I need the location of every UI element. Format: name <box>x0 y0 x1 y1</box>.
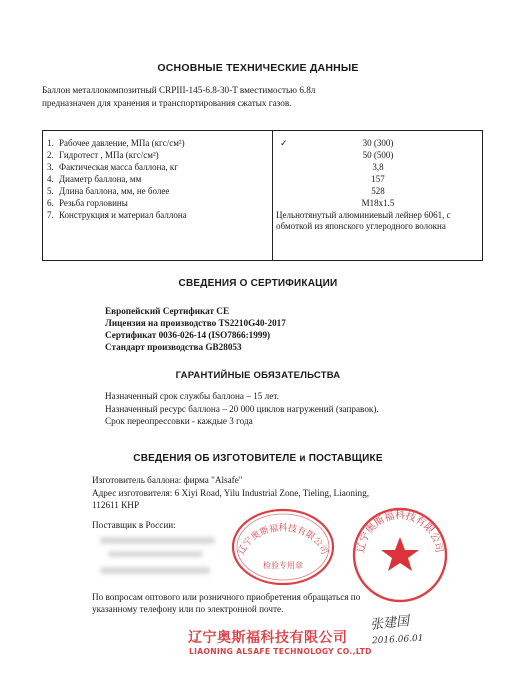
cert-line-2: Лицензия на производство TS2210G40-2017 <box>105 318 286 328</box>
warranty-line-1: Назначенный срок службы баллона – 15 лет. <box>105 391 279 401</box>
address-line-2: 112611 КНР <box>92 500 140 510</box>
company-seal-name: 辽宁奥斯福科技有限公司 <box>355 510 445 554</box>
spec-row-3 <box>47 162 178 173</box>
spec-label: Конструкция и материал баллона <box>59 210 187 220</box>
spec-value-4: 157 <box>371 174 385 184</box>
certification-title: СВЕДЕНИЯ О СЕРТИФИКАЦИИ <box>178 278 338 289</box>
intro-line-1: Баллон металлокомпозитный CRPIII-145-6.8-30-T вместимостью 6.8л <box>42 85 316 95</box>
inspection-stamp <box>228 506 338 588</box>
supplier-label: Поставщик в России: <box>92 520 176 530</box>
company-stamp-en: LIAONING ALSAFE TECHNOLOGY CO.,LTD <box>189 647 372 656</box>
cert-line-4: Стандарт производства GB28053 <box>105 342 242 352</box>
company-seal <box>350 505 450 605</box>
check-mark-icon: ✓ <box>280 138 288 148</box>
spec-num: 5. <box>47 186 54 196</box>
spec-num: 1. <box>47 138 54 148</box>
spec-num: 7. <box>47 210 54 220</box>
redacted-supplier-line-3 <box>100 567 210 574</box>
cert-line-1: Европейский Сертификат CE <box>105 306 230 316</box>
footer-line-1: По вопросам оптового или розничного приобретения обращаться по <box>92 592 361 602</box>
spec-row-7 <box>47 210 187 221</box>
warranty-line-2: Назначенный ресурс баллона – 20 000 циклов нагружений (заправок). <box>105 404 379 414</box>
intro-line-2: предназначен для хранения и транспортирования сжатых газов. <box>42 98 292 108</box>
spec-value-6: M18x1.5 <box>361 198 395 208</box>
spec-value-2: 50 (500) <box>362 150 394 160</box>
inspection-stamp-label: 检验专用章 <box>263 561 303 570</box>
footer-line-2: указанному телефону или по электронной почте. <box>92 604 284 614</box>
spec-label: Диаметр баллона, мм <box>59 174 142 184</box>
spec-num: 6. <box>47 198 54 208</box>
page-title: ОСНОВНЫЕ ТЕХНИЧЕСКИЕ ДАННЫЕ <box>157 62 359 74</box>
spec-value-3: 3,8 <box>372 162 384 172</box>
redacted-supplier-line-2 <box>108 551 203 557</box>
signature-date: 2016.06.01 <box>371 633 424 647</box>
spec-value-7: Цельнотянутый алюминиевый лейнер 6061, с обмоткой из японского углеродного волокна <box>276 210 451 231</box>
spec-row-2 <box>47 150 159 161</box>
spec-label: Рабочее давление, МПа (кгс/см²) <box>59 138 185 148</box>
spec-label: Фактическая масса баллона, кг <box>59 162 178 172</box>
inspection-stamp-company: 辽宁奥斯福科技有限公司 <box>236 523 330 557</box>
spec-num: 2. <box>47 150 54 160</box>
cert-line-3: Сертификат 0036-026-14 (ISO7866:1999) <box>105 330 271 340</box>
address-line-1: Адрес изготовителя: 6 Xiyi Road, Yilu Industrial Zone, Tieling, Liaoning, <box>92 488 370 498</box>
star-icon <box>381 537 419 571</box>
warranty-title: ГАРАНТИЙНЫЕ ОБЯЗАТЕЛЬСТВА <box>175 370 341 381</box>
spec-label: Длина баллона, мм, не более <box>59 186 170 196</box>
spec-num: 3. <box>47 162 54 172</box>
spec-row-4 <box>47 174 141 185</box>
spec-row-6 <box>47 198 128 209</box>
maker-line: Изготовитель баллона: фирма "Alsafe" <box>92 475 243 485</box>
spec-row-1 <box>47 138 185 149</box>
manufacturer-title: СВЕДЕНИЯ ОБ ИЗГОТОВИТЕЛЕ и ПОСТАВЩИКЕ <box>133 453 383 464</box>
spec-row-5 <box>47 186 169 197</box>
spec-value-5: 528 <box>371 186 385 196</box>
signature: 张建国 <box>369 613 410 633</box>
redacted-supplier-line-1 <box>100 537 215 544</box>
spec-label: Резьба горловины <box>59 198 128 208</box>
spec-label: Гидротест , МПа (кгс/см²) <box>59 150 159 160</box>
company-stamp-cn: 辽宁奥斯福科技有限公司 <box>188 630 348 646</box>
spec-value-1: 30 (300) <box>362 138 394 148</box>
warranty-line-3: Срок переопрессовки - каждые 3 года <box>105 416 253 426</box>
specs-table <box>42 130 483 261</box>
spec-num: 4. <box>47 174 54 184</box>
